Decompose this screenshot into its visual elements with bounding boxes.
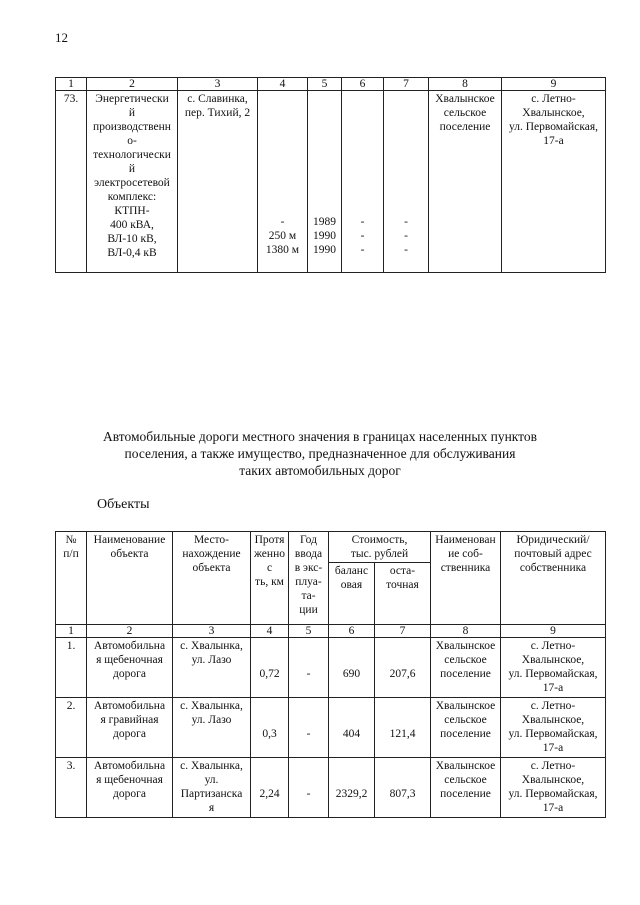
column-index: 9 bbox=[501, 625, 606, 638]
cell-line: поселение bbox=[440, 788, 491, 800]
cell-line: 400 кВА, bbox=[110, 219, 154, 231]
header-number bbox=[56, 532, 87, 625]
cell-line: Хвалынское, bbox=[521, 714, 585, 726]
header-name bbox=[87, 532, 173, 625]
owner-address bbox=[501, 758, 606, 818]
cell-line: сельское bbox=[444, 714, 487, 726]
header-owner bbox=[431, 532, 501, 625]
column-index: 8 bbox=[429, 78, 502, 91]
cell-line: овая bbox=[340, 579, 363, 591]
heading-line: Автомобильные дороги местного значения в границах населенных пунктов bbox=[102, 429, 538, 444]
cell-line: Хвалынское, bbox=[521, 654, 585, 666]
object-name bbox=[87, 698, 173, 758]
object-location bbox=[178, 91, 258, 273]
residual-value: 207,6 bbox=[375, 638, 431, 698]
object-name bbox=[87, 638, 173, 698]
column-index: 7 bbox=[384, 78, 429, 91]
cell-line: баланс bbox=[334, 565, 369, 577]
cell-line: электросетевой bbox=[94, 177, 170, 189]
cell-line: с. Летно- bbox=[530, 640, 576, 652]
header-balance bbox=[329, 563, 375, 625]
heading-line: поселения, а также имущество, предназначенное для обслуживания bbox=[124, 446, 516, 461]
cell-line: 17-а bbox=[542, 682, 564, 694]
column-index: 2 bbox=[87, 78, 178, 91]
cell-line: КТПН- bbox=[114, 205, 150, 217]
cell-line: я щебеночная bbox=[96, 654, 163, 666]
cell-line: та- bbox=[301, 590, 316, 602]
cell-line: ул. Первомайская, bbox=[508, 788, 598, 800]
column-index: 8 bbox=[431, 625, 501, 638]
column-index: 4 bbox=[251, 625, 289, 638]
row-number: 73. bbox=[56, 91, 87, 273]
cell-line: я гравийная bbox=[100, 714, 159, 726]
year-value: - bbox=[289, 638, 329, 698]
cell-line: Протя bbox=[254, 534, 285, 546]
length-value bbox=[258, 91, 308, 273]
cell-line: с. Летно- bbox=[531, 93, 576, 105]
owner-name bbox=[429, 91, 502, 273]
cell-line: с. Летно- bbox=[530, 700, 576, 712]
cell-line: оста- bbox=[389, 565, 416, 577]
cell-line: ции bbox=[299, 604, 318, 616]
owner-address bbox=[502, 91, 606, 273]
cell-line: Юридический/ bbox=[516, 534, 590, 546]
column-index: 4 bbox=[258, 78, 308, 91]
year-value: - bbox=[289, 758, 329, 818]
cell-line: плуа- bbox=[295, 576, 322, 588]
property-table-continued bbox=[55, 77, 606, 273]
cell-line: ул. Первомайская, bbox=[508, 121, 599, 133]
cell-line: ВЛ-0,4 кВ bbox=[107, 247, 157, 259]
object-location bbox=[173, 758, 251, 818]
cell-line: точная bbox=[386, 579, 419, 591]
cell-line: Партизанска bbox=[180, 788, 243, 800]
owner-name bbox=[431, 758, 501, 818]
cell-line: Наименован bbox=[435, 534, 496, 546]
header-residual bbox=[375, 563, 431, 625]
cell-line: ственника bbox=[440, 562, 491, 574]
cell-line: й bbox=[128, 107, 136, 119]
cell-line: дорога bbox=[113, 728, 146, 740]
row-number: 1. bbox=[56, 638, 87, 698]
balance-value: 690 bbox=[329, 638, 375, 698]
residual-value bbox=[384, 91, 429, 273]
cell-line: пер. Тихий, 2 bbox=[184, 107, 251, 119]
cell-line: собственника bbox=[519, 562, 587, 574]
header-cost bbox=[329, 532, 431, 563]
balance-value: 2329,2 bbox=[329, 758, 375, 818]
year-value: - bbox=[289, 698, 329, 758]
cell-line: сельское bbox=[444, 774, 487, 786]
cell-line: ул. Первомайская, bbox=[508, 668, 598, 680]
cell-line: с. Хвалынка, bbox=[180, 640, 243, 652]
cell-line: почтовый адрес bbox=[514, 548, 592, 560]
row-number: 2. bbox=[56, 698, 87, 758]
cell-line: Стоимость, bbox=[351, 534, 408, 546]
cell-line: ие соб- bbox=[448, 548, 483, 560]
table-row bbox=[56, 698, 606, 758]
table-row bbox=[56, 758, 606, 818]
owner-address bbox=[501, 698, 606, 758]
cell-line: Автомобильна bbox=[93, 760, 166, 772]
cell-line: - bbox=[360, 244, 365, 256]
cell-line: объекта bbox=[192, 562, 231, 574]
roads-table bbox=[55, 531, 606, 818]
cell-line: - bbox=[360, 230, 365, 242]
cell-line: с. Летно- bbox=[530, 760, 576, 772]
cell-line: нахождение bbox=[182, 548, 241, 560]
cell-line: я щебеночная bbox=[96, 774, 163, 786]
column-index: 6 bbox=[329, 625, 375, 638]
cell-line: технологически bbox=[93, 149, 171, 161]
column-index: 3 bbox=[173, 625, 251, 638]
column-index: 2 bbox=[87, 625, 173, 638]
cell-line: ул. Первомайская, bbox=[508, 728, 598, 740]
column-index-row bbox=[56, 78, 606, 91]
cell-line: объекта bbox=[110, 548, 149, 560]
cell-line: сельское bbox=[443, 107, 487, 119]
cell-line: Хвалынское bbox=[435, 760, 496, 772]
cell-line: - bbox=[360, 216, 365, 228]
cell-line: поселение bbox=[440, 728, 491, 740]
cell-line: сельское bbox=[444, 654, 487, 666]
cell-line: тыс. рублей bbox=[350, 548, 409, 560]
owner-name bbox=[431, 638, 501, 698]
column-index: 1 bbox=[56, 78, 87, 91]
object-location bbox=[173, 698, 251, 758]
cell-line: поселение bbox=[439, 121, 491, 133]
heading-line: таких автомобильных дорог bbox=[239, 463, 401, 478]
cell-line: с. Хвалынка, bbox=[180, 760, 243, 772]
cell-line: дорога bbox=[113, 668, 146, 680]
object-location bbox=[173, 638, 251, 698]
cell-line: Хвалынское bbox=[435, 93, 495, 105]
balance-value: 404 bbox=[329, 698, 375, 758]
page-number: 12 bbox=[55, 30, 68, 45]
header-length bbox=[251, 532, 289, 625]
cell-line: - bbox=[280, 216, 285, 228]
length-value: 2,24 bbox=[251, 758, 289, 818]
cell-line: ВЛ-10 кВ, bbox=[107, 233, 157, 245]
cell-line: в экс- bbox=[294, 562, 323, 574]
cell-line: я bbox=[208, 802, 215, 814]
header-address bbox=[501, 532, 606, 625]
owner-name bbox=[431, 698, 501, 758]
cell-line: ул. bbox=[204, 774, 219, 786]
owner-address bbox=[501, 638, 606, 698]
cell-line: 1990 bbox=[313, 244, 336, 256]
column-index: 6 bbox=[342, 78, 384, 91]
object-name bbox=[87, 758, 173, 818]
cell-line: ул. Лазо bbox=[191, 654, 232, 666]
object-name bbox=[87, 91, 178, 273]
column-index: 5 bbox=[289, 625, 329, 638]
cell-line: дорога bbox=[113, 788, 146, 800]
column-index: 7 bbox=[375, 625, 431, 638]
cell-line: Хвалынское, bbox=[522, 107, 585, 119]
cell-line: Хвалынское, bbox=[521, 774, 585, 786]
header-year bbox=[289, 532, 329, 625]
cell-line: о- bbox=[127, 135, 137, 147]
table-row bbox=[56, 91, 606, 273]
column-index: 5 bbox=[308, 78, 342, 91]
cell-line: - bbox=[404, 216, 408, 228]
cell-line: 1989 bbox=[313, 216, 336, 228]
cell-line: ул. Лазо bbox=[191, 714, 232, 726]
cell-line: - bbox=[404, 230, 408, 242]
cell-line: - bbox=[404, 244, 408, 256]
cell-line: Хвалынское bbox=[435, 640, 496, 652]
table-row bbox=[56, 638, 606, 698]
cell-line: Место- bbox=[193, 534, 230, 546]
cell-line: ввода bbox=[294, 548, 323, 560]
column-index-row bbox=[56, 625, 606, 638]
cell-line: Наименование bbox=[93, 534, 166, 546]
residual-value: 807,3 bbox=[375, 758, 431, 818]
cell-line: 1380 м bbox=[265, 244, 300, 256]
balance-value bbox=[342, 91, 384, 273]
cell-line: поселение bbox=[440, 668, 491, 680]
cell-line: Энергетически bbox=[95, 93, 169, 105]
residual-value: 121,4 bbox=[375, 698, 431, 758]
cell-line: Автомобильна bbox=[93, 700, 166, 712]
header-row bbox=[56, 532, 606, 563]
column-index: 9 bbox=[502, 78, 606, 91]
cell-line: № bbox=[65, 534, 77, 546]
cell-line: п/п bbox=[63, 548, 79, 560]
cell-line: Хвалынское bbox=[435, 700, 496, 712]
cell-line: ть, км bbox=[255, 576, 284, 588]
column-index: 1 bbox=[56, 625, 87, 638]
year-value bbox=[308, 91, 342, 273]
cell-line: 17-а bbox=[543, 135, 564, 147]
cell-line: женнос bbox=[254, 548, 285, 574]
cell-line: 17-а bbox=[542, 802, 564, 814]
cell-line: 17-а bbox=[542, 742, 564, 754]
row-number: 3. bbox=[56, 758, 87, 818]
cell-line: Автомобильна bbox=[93, 640, 166, 652]
section-heading bbox=[40, 428, 600, 479]
length-value: 0,72 bbox=[251, 638, 289, 698]
column-index: 3 bbox=[178, 78, 258, 91]
cell-line: с. Хвалынка, bbox=[180, 700, 243, 712]
objects-label: Объекты bbox=[97, 497, 150, 512]
cell-line: производственн bbox=[93, 121, 171, 133]
cell-line: с. Славинка, bbox=[187, 93, 248, 105]
cell-line: Год bbox=[300, 534, 317, 546]
header-location bbox=[173, 532, 251, 625]
cell-line: 250 м bbox=[268, 230, 297, 242]
cell-line: й bbox=[128, 163, 136, 175]
length-value: 0,3 bbox=[251, 698, 289, 758]
cell-line: комплекс: bbox=[107, 191, 157, 203]
cell-line: 1990 bbox=[313, 230, 336, 242]
